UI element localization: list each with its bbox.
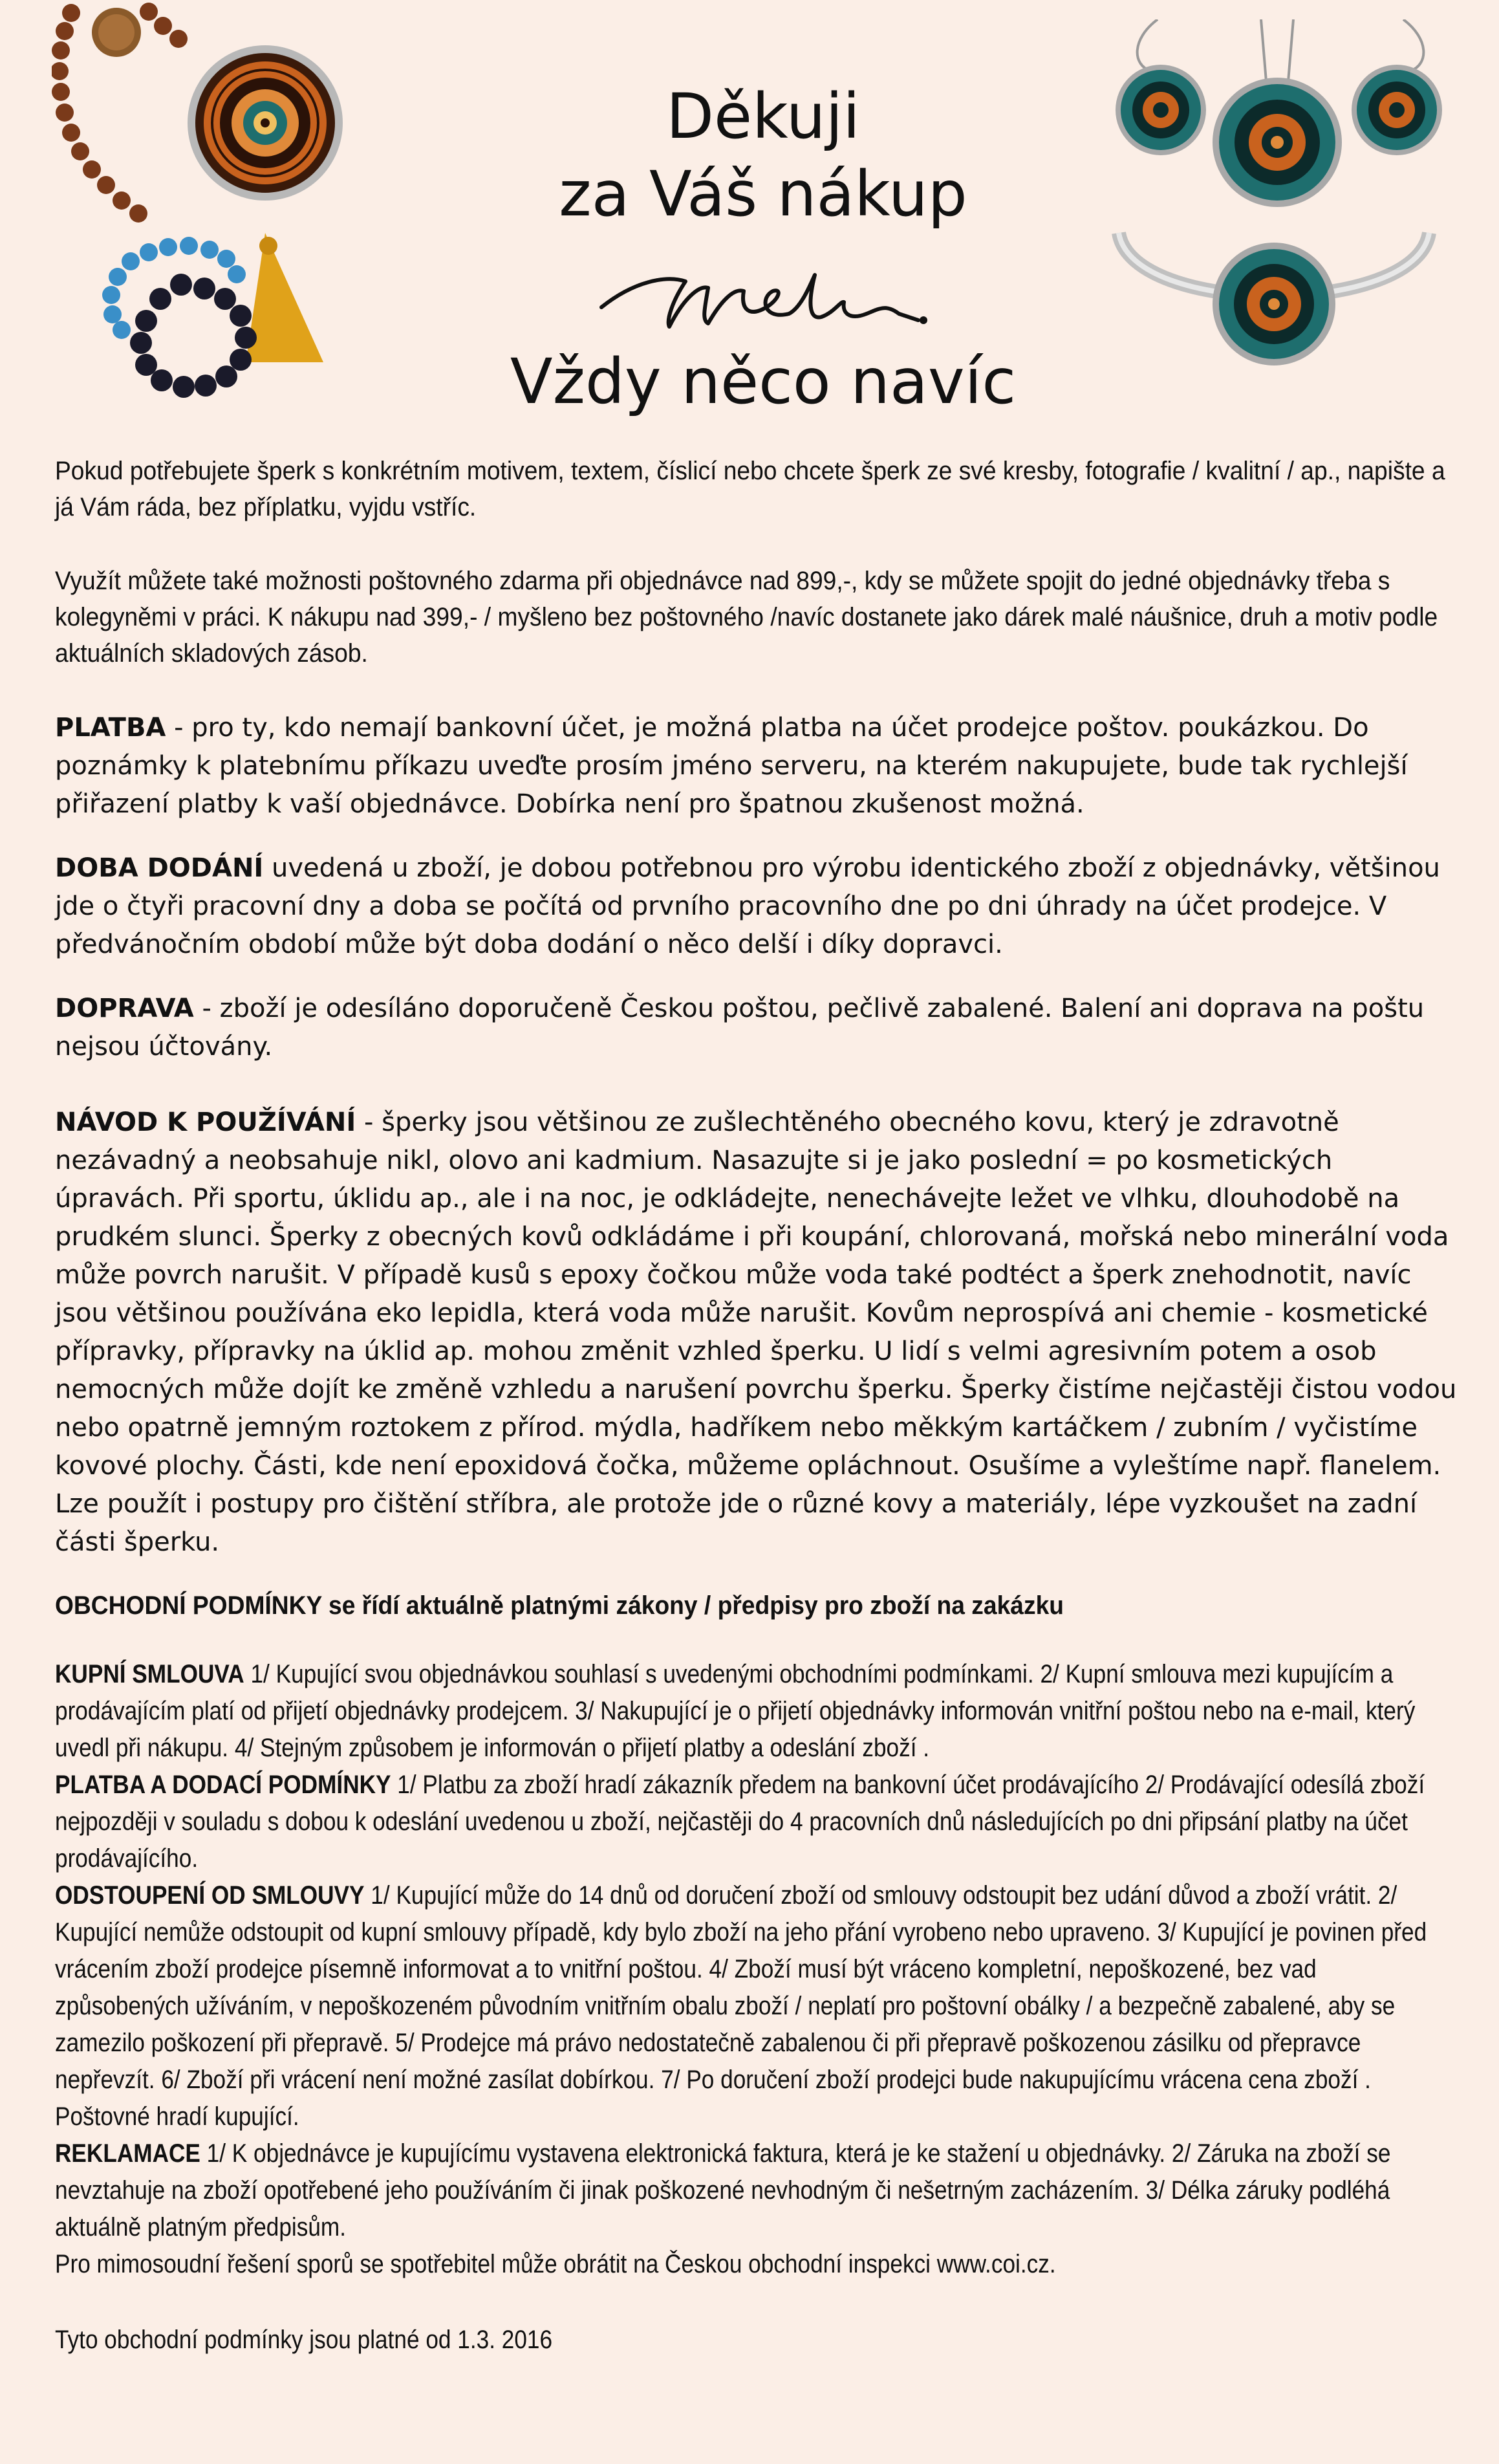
section-doprava-text: - zboží je odesíláno doporučeně Českou poštou, pečlivě zabalené. Balení ani doprava na poštu nejsou účtovány. (55, 994, 1425, 1062)
section-doprava-heading: DOPRAVA (55, 994, 194, 1023)
slogan: Vždy něco navíc (510, 345, 1017, 418)
signature-logo (595, 256, 931, 340)
terms-reklamace (55, 2135, 1455, 2246)
title-line-1: Děkuji (666, 80, 860, 153)
section-doba-text: uvedená u zboží, je dobou potřebnou pro výrobu identického zboží z objednávky, většinou jde o čtyři pracovní dny a doba se počítá od prvního pracovního dne po dni úhrady na účet prodejce. V předvánočním období může být doba dodání o něco delší i díky dopravci. (55, 853, 1440, 959)
terms-platba-heading: PLATBA A DODACÍ PODMÍNKY (55, 1771, 391, 1799)
intro-paragraph-1: Pokud potřebujete šperk s konkrétním motivem, textem, číslicí nebo chcete šperk ze své kresby, fotografie / kvalitní / ap., napište a já Vám ráda, bez příplatku, vyjdu vstříc. (55, 457, 1445, 521)
section-platba-text: - pro ty, kdo nemají bankovní účet, je možná platba na účet prodejce poštov. poukázkou. Do poznámky k platebnímu příkazu uveďte prosím jméno serveru, na kterém nakupujete, bude tak rychlejší přiřazení platby k vaší objednávce. Dobírka není pro špatnou zkušenost možná. (55, 713, 1408, 819)
header (0, 0, 1499, 427)
terms-platba-text: 1/ Platbu za zboží hradí zákazník předem na bankovní účet prodávajícího 2/ Prodávající odesílá zboží nejpozději v souladu s dobou k odeslání uvedenou u zboží, nejčastěji do 4 pracovních dnů následujících po dni připsání platby na účet prodávajícího. (55, 1771, 1425, 1873)
terms-reklamace-heading: REKLAMACE (55, 2139, 200, 2168)
section-doba-dodani (55, 849, 1465, 964)
terms-odstoupeni-heading: ODSTOUPENÍ OD SMLOUVY (55, 1881, 365, 1910)
terms-odstoupeni (55, 1877, 1455, 2135)
terms-odstoupeni-text: 1/ Kupující může do 14 dnů od doručení zboží od smlouvy odstoupit bez udání důvod a zboží vrátit. 2/ Kupující nemůže odstoupit od kupní smlouvy případě, kdy bylo zboží na jeho přání vyrobeno nebo upraveno. 3/ Kupující je povinen před vrácením zboží prodejce písemně informovat a to vnitřní poštou. 4/ Zboží musí být vráceno kompletní, nepoškozené, bez vad způsobených užíváním, v nepoškozeném původním vnitřním obalu zboží / neplatí pro poštovní obálky / a bezpečně zabalené, aby se zamezilo poškození při přepravě. 5/ Prodejce má právo nedostatečně zabalenou či při přepravě poškozenou zásilku od přepravce nepřevzít. 6/ Zboží při vrácení není možné zasílat dobírkou. 7/ Po doručení zboží prodejci bude nakupujícímu vrácena cena zboží . Poštovné hradí kupující. (55, 1881, 1427, 2131)
terms-validity: Tyto obchodní podmínky jsou platné od 1.3. 2016 (55, 2326, 553, 2354)
main-content (55, 453, 1465, 2359)
section-navod-text: - šperky jsou většinou ze zušlechtěného obecného kovu, který je zdravotně nezávadný a neobsahuje nikl, olovo ani kadmium. Nasazujte si je jako poslední = po kosmetických úpravách. Při sportu, úklidu ap., ale i na noc, je odkládejte, nenechávejte ležet ve vlhku, dlouhodobě na prudkém slunci. Šperky z obecných kovů odkládáme i při koupání, chlorovaná, mořská nebo minerální voda může povrch narušit. V případě kusů s epoxy čočkou může voda také podtéct a šperk znehodnotit, navíc jsou většinou používána eko lepidla, která voda může narušit. Kovům neprospívá ani chemie - kosmetické přípravky, přípravky na úklid ap. mohou změnit vzhled šperku. U lidí s velmi agresivním potem a osob nemocných může dojít ke změně vzhledu a narušení povrchu šperku. Šperky čistíme nejčastěji čistou vodou nebo opatrně jemným roztokem z přírod. mýdla, hadříkem nebo měkkým kartáčkem / zubním / vyčistíme kovové plochy. Části, kde není epoxidová čočka, můžeme opláchnout. Osušíme a vyleštíme např. flanelem. Lze použít i postupy pro čištění stříbra, ale protože jde o různé kovy a materiály, lépe vyzkoušet na zadní části šperku. (55, 1107, 1457, 1557)
terms-kupni-text: 1/ Kupující svou objednávkou souhlasí s uvedenými obchodními podmínkami. 2/ Kupní smlouva mezi kupujícím a prodávajícím platí od přijetí objednávky prodejcem. 3/ Nakupující je o přijetí objednávky informován vnitřní poštou nebo na e-mail, který uvedl při nákupu. 4/ Stejným způsobem je informován o přijetí platby a odeslání zboží . (55, 1660, 1416, 1762)
terms-reklamace-text: 1/ K objednávce je kupujícímu vystavena elektronická faktura, která je ke stažení u objednávky. 2/ Záruka na zboží se nevztahuje na zboží opotřebené jeho používáním či jinak poškozené nevhodným či nešetrným zacházením. 3/ Délka záruky podléhá aktuálně platným předpisům. (55, 2139, 1391, 2241)
jewelry-photo-right (1093, 19, 1455, 382)
terms-coi: Pro mimosoudní řešení sporů se spotřebitel může obrátit na Českou obchodní inspekci www.coi.cz. (55, 2250, 1056, 2278)
title-line-2: za Váš nákup (559, 158, 967, 230)
terms-heading: OBCHODNÍ PODMÍNKY se řídí aktuálně platnými zákony / předpisy pro zboží na zakázku (55, 1591, 1064, 1620)
terms-kupni-smlouva (55, 1656, 1455, 1767)
section-platba-heading: PLATBA (55, 713, 166, 743)
terms-platba-dodaci (55, 1767, 1455, 1877)
jewelry-photo-left (52, 0, 388, 408)
section-navod-heading: NÁVOD K POUŽÍVÁNÍ (55, 1107, 356, 1137)
intro-paragraph-2: Využít můžete také možnosti poštovného zdarma při objednávce nad 899,-, kdy se můžete spojit do jedné objednávky třeba s kolegyněmi v práci. K nákupu nad 399,- / myšleno bez poštovného /navíc dostanete jako dárek malé náušnice, druh a motiv podle aktuálních skladových zásob. (55, 567, 1438, 668)
section-navod (55, 1104, 1465, 1562)
section-doba-heading: DOBA DODÁNÍ (55, 853, 264, 883)
section-platba (55, 709, 1465, 823)
terms-kupni-heading: KUPNÍ SMLOUVA (55, 1660, 244, 1688)
section-doprava (55, 990, 1465, 1066)
